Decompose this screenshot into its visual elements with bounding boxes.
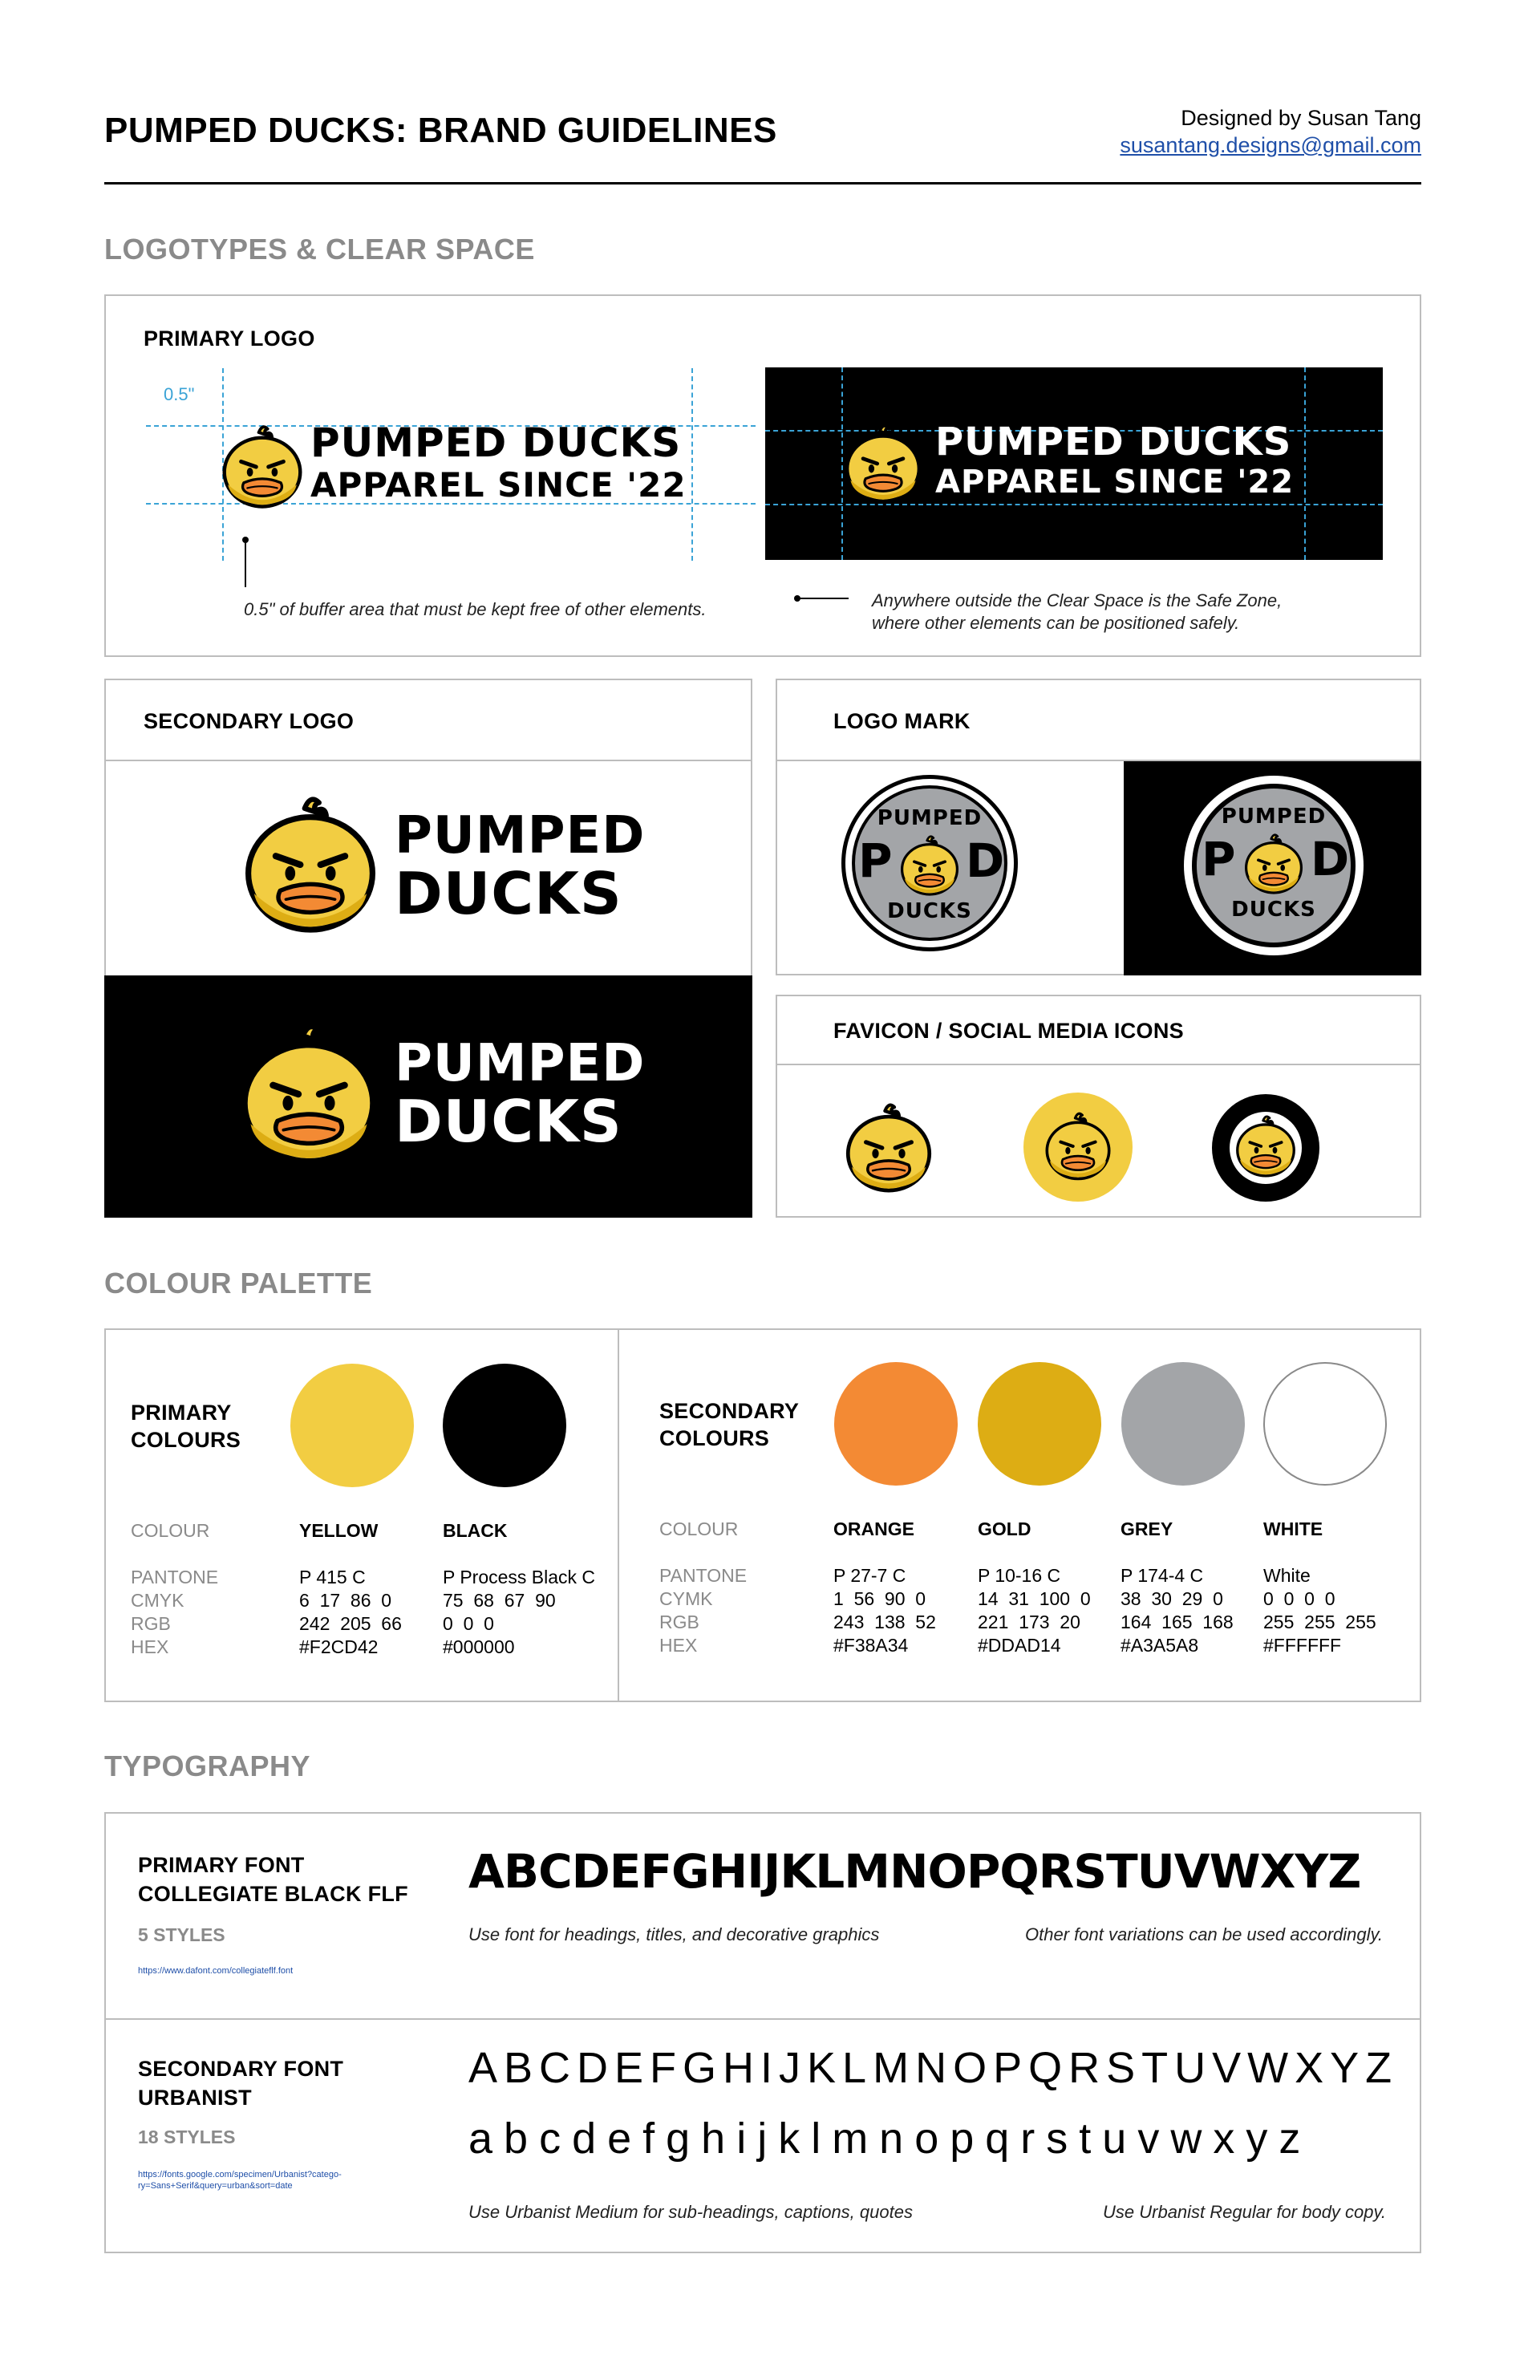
page-title: PUMPED DUCKS: BRAND GUIDELINES — [104, 111, 777, 150]
header-divider — [104, 182, 1421, 184]
designer-name: Designed by Susan Tang — [1181, 106, 1421, 130]
swatch-orange — [834, 1362, 958, 1486]
duck-face-icon — [218, 423, 306, 511]
primary-font-title: PRIMARY FONT COLLEGIATE BLACK FLF — [138, 1853, 408, 1906]
colour-spec-black: BLACK P Process Black C 75 68 67 90 0 0 0 #000000 — [443, 1520, 596, 1657]
secondary-logo-panel — [104, 679, 752, 1218]
swatch-gold — [978, 1362, 1101, 1486]
secondary-row-labels: COLOUR PANTONE CYMK RGB HEX — [659, 1518, 748, 1656]
colour-spec-yellow: YELLOW P 415 C 6 17 86 0 242 205 66 #F2CD42 — [299, 1520, 402, 1657]
favicon-black-circle — [1212, 1094, 1319, 1202]
clear-space-guide — [691, 368, 693, 561]
logo-mark-top-text: PUMPED — [1221, 805, 1327, 829]
duck-face-icon — [898, 833, 962, 898]
panel-divider — [106, 2018, 1420, 2020]
secondary-font-link[interactable]: https://fonts.google.com/specimen/Urbanist?catego- ry=Sans+Serif&query=urban&sort=date — [138, 2170, 342, 2191]
secondary-font-title: SECONDARY FONT URBANIST — [138, 2057, 344, 2110]
primary-logo-label: PRIMARY LOGO — [144, 326, 315, 351]
typography-panel — [104, 1812, 1421, 2253]
secondary-font-body: Use Urbanist Regular for body copy. — [1103, 2202, 1386, 2222]
designer-credit — [1120, 104, 1421, 159]
panel-divider — [777, 1064, 1420, 1065]
secondary-logo-line1: PUMPED — [395, 806, 646, 866]
secondary-font-usage: Use Urbanist Medium for sub-headings, captions, quotes — [468, 2202, 913, 2222]
logo-mark-right-letter: D — [1311, 832, 1351, 886]
primary-font-styles: 5 STYLES — [138, 1924, 225, 1945]
primary-logo-panel — [104, 294, 1421, 657]
logo-mark-panel — [776, 679, 1421, 975]
clear-space-measure: 0.5" — [164, 384, 195, 404]
secondary-logo-line2: DUCKS — [395, 860, 622, 927]
primary-logo-black — [765, 367, 1383, 560]
favicon-duck-icon — [1233, 1113, 1299, 1179]
logo-mark-black — [1124, 761, 1421, 975]
section-heading-logotypes: LOGOTYPES & CLEAR SPACE — [104, 233, 535, 266]
primary-colours-title: PRIMARY COLOURS — [131, 1401, 241, 1452]
swatch-black — [443, 1364, 566, 1487]
duck-face-icon — [841, 422, 925, 505]
favicon-duck-icon — [1042, 1110, 1114, 1182]
colour-spec-orange: ORANGE P 27-7 C 1 56 90 0 243 138 52 #F38A34 — [833, 1518, 936, 1656]
secondary-logo-black — [104, 975, 752, 1218]
primary-font-variations: Other font variations can be used accordingly. — [1025, 1924, 1383, 1944]
panel-divider — [618, 1330, 619, 1701]
secondary-font-lowercase: abcdefghijklmnopqrstuvwxyz — [468, 2114, 1312, 2163]
favicon-panel — [776, 995, 1421, 1218]
primary-logo-line2: APPAREL SINCE '22 — [935, 464, 1295, 501]
designer-email-link[interactable]: susantang.designs@gmail.com — [1120, 133, 1421, 157]
swatch-yellow — [290, 1364, 414, 1487]
primary-row-labels: COLOUR PANTONE CMYK RGB HEX — [131, 1520, 219, 1657]
primary-logo-line1: PUMPED DUCKS — [935, 420, 1292, 464]
swatch-white — [1263, 1362, 1387, 1486]
primary-font-alphabet: ABCDEFGHIJKLMNOPQRSTUVWXYZ — [468, 1844, 1361, 1899]
secondary-logo-line1: PUMPED — [395, 1034, 646, 1093]
secondary-logo-label: SECONDARY LOGO — [144, 709, 355, 733]
primary-font-usage: Use font for headings, titles, and decorative graphics — [468, 1924, 880, 1944]
logo-mark-bottom-text: DUCKS — [887, 899, 972, 923]
secondary-font-styles: 18 STYLES — [138, 2127, 236, 2147]
buffer-note: 0.5" of buffer area that must be kept free of other elements. — [244, 599, 707, 619]
pointer-line — [245, 541, 246, 587]
swatch-grey — [1121, 1362, 1245, 1486]
primary-logo-line1: PUMPED DUCKS — [310, 420, 682, 466]
logo-mark-bottom-text: DUCKS — [1231, 898, 1316, 922]
logo-mark-badge — [841, 775, 1018, 951]
panel-divider — [106, 760, 751, 761]
primary-font-link[interactable]: https://www.dafont.com/collegiateflf.font — [138, 1966, 294, 1976]
favicon-label: FAVICON / SOCIAL MEDIA ICONS — [833, 1019, 1184, 1043]
logo-mark-label: LOGO MARK — [833, 709, 971, 733]
colour-spec-grey: GREY P 174-4 C 38 30 29 0 164 165 168 #A3A5A8 — [1121, 1518, 1234, 1656]
logo-mark-right-letter: D — [966, 833, 1006, 888]
duck-face-icon — [1242, 832, 1306, 896]
logo-mark-left-letter: P — [1202, 832, 1237, 886]
duck-face-icon — [234, 1020, 383, 1169]
logo-mark-top-text: PUMPED — [877, 806, 983, 830]
primary-logo-line2: APPAREL SINCE '22 — [310, 465, 687, 505]
secondary-logo-line2: DUCKS — [395, 1088, 622, 1155]
colour-spec-gold: GOLD P 10-16 C 14 31 100 0 221 173 20 #DDAD14 — [978, 1518, 1091, 1656]
clear-space-guide — [1304, 367, 1306, 560]
section-heading-colour: COLOUR PALETTE — [104, 1267, 373, 1299]
colour-spec-white: WHITE White 0 0 0 0 255 255 255 #FFFFFF — [1263, 1518, 1376, 1656]
duck-face-icon — [238, 793, 383, 937]
logo-mark-left-letter: P — [858, 833, 894, 888]
secondary-colours-title: SECONDARY COLOURS — [659, 1399, 800, 1450]
colour-palette-panel — [104, 1328, 1421, 1702]
favicon-duck-icon — [841, 1101, 936, 1195]
section-heading-typography: TYPOGRAPHY — [104, 1750, 311, 1782]
secondary-font-uppercase: ABCDEFGHIJKLMNOPQRSTUVWXYZ — [468, 2044, 1399, 2092]
logo-mark-badge — [1184, 776, 1364, 955]
safe-zone-note: Anywhere outside the Clear Space is the Safe Zone, where other elements can be positioned safely. — [872, 590, 1283, 633]
favicon-yellow-circle — [1023, 1093, 1133, 1202]
pointer-line — [799, 598, 849, 599]
